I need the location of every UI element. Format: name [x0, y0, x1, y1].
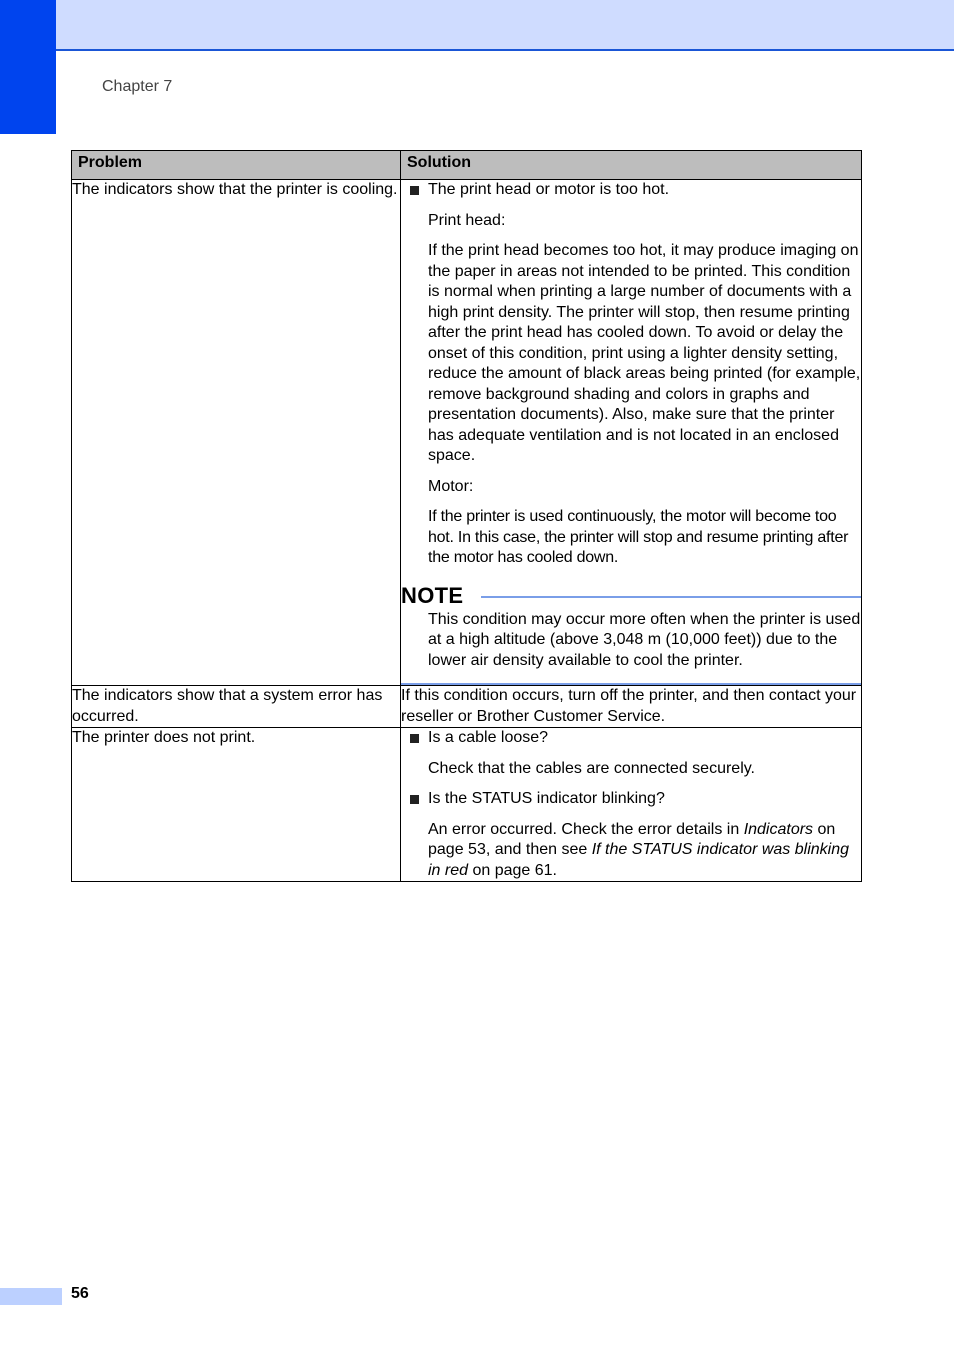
table-header-row	[72, 151, 862, 180]
note-text: This condition may occur more often when the printer is used at a high altitude (above 3,048 m (10,000 feet)) due to the lower air density available to cool the printer.	[428, 610, 861, 669]
problem-cell: The indicators show that the printer is cooling.	[72, 180, 401, 686]
motor-label: Motor:	[428, 477, 474, 495]
problem-cell: The printer does not print.	[72, 728, 401, 882]
page-number: 56	[71, 1285, 89, 1302]
bullet-detail: Check that the cables are connected securely.	[428, 759, 755, 777]
note-title: NOTE	[401, 582, 464, 608]
troubleshooting-table	[71, 150, 862, 882]
column-header-solution: Solution	[401, 151, 862, 180]
bullet-detail: An error occurred. Check the error details in Indicators on page 53, and then see If the STATUS indicator was blinking in red on page 61.	[428, 820, 849, 879]
note-box	[401, 583, 861, 686]
print-head-label: Print head:	[428, 211, 506, 229]
motor-text: If the printer is used continuously, the motor will become too hot. In this case, the printer will stop and resume printing after the motor has cooled down.	[428, 508, 849, 566]
chapter-tab	[0, 0, 56, 134]
chapter-label: Chapter 7	[102, 78, 173, 95]
table-row	[72, 686, 862, 728]
solution-cell	[401, 180, 862, 686]
bullet-item: The print head or motor is too hot.	[401, 180, 861, 201]
column-header-problem: Problem	[72, 151, 401, 180]
bullet-item: Is the STATUS indicator blinking?	[401, 789, 861, 810]
indicators-reference-link[interactable]: Indicators	[743, 820, 814, 838]
bullet-item: Is a cable loose?	[401, 728, 861, 749]
note-rule	[481, 596, 861, 598]
table-row	[72, 728, 862, 882]
status-blinking-reference-link[interactable]: If the STATUS indicator was blinking in red	[428, 841, 849, 879]
solution-cell	[401, 728, 862, 882]
print-head-text: If the print head becomes too hot, it may produce imaging on the paper in areas not intended to be printed. This condition is normal when printing a large number of documents with a high print density. The printer will stop, then resume printing after the print head has cooled down. To avoid or delay the onset of this condition, print using a lighter density setting, reduce the amount of black areas being printed (for example, remove background shading and colors in graphs and presentation documents). Also, make sure that the printer has adequate ventilation and is not located in an enclosed space.	[428, 242, 861, 464]
footer-band	[0, 1288, 62, 1305]
problem-cell: The indicators show that a system error has occurred.	[72, 686, 401, 728]
solution-cell: If this condition occurs, turn off the printer, and then contact your reseller or Brother Customer Service.	[401, 686, 862, 728]
table-row	[72, 180, 862, 686]
header-band	[56, 0, 954, 51]
